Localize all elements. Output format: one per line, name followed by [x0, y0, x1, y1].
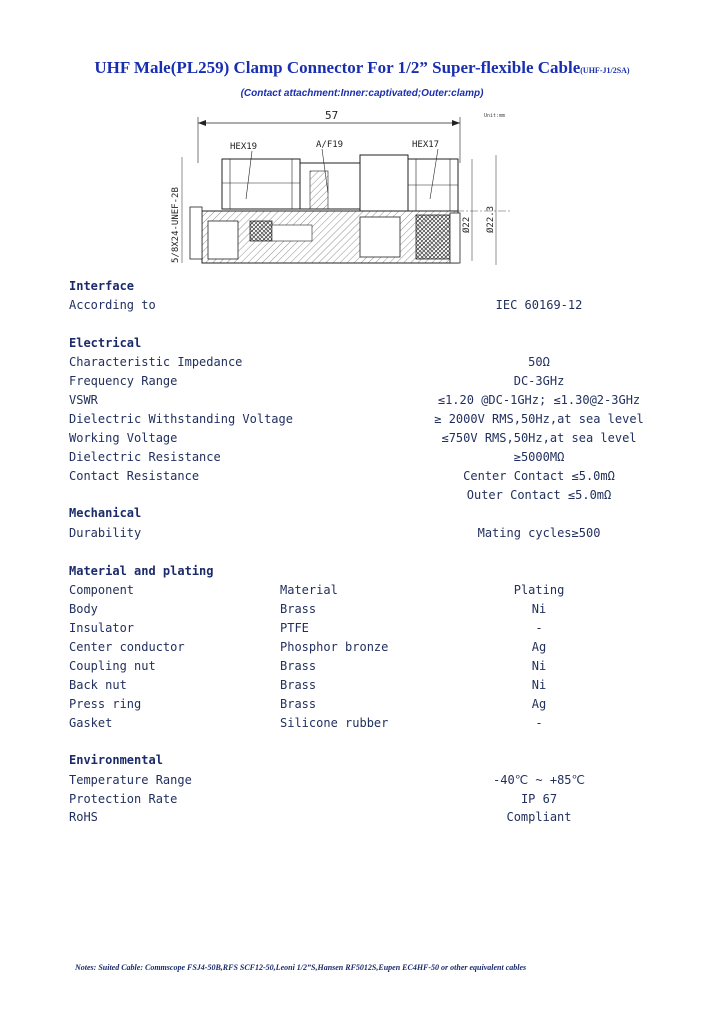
- connector-drawing: [160, 103, 520, 273]
- material-plating: Ni: [531, 602, 547, 616]
- page-title: [0, 58, 724, 78]
- spec-label: Temperature Range: [69, 773, 192, 787]
- material-row: [69, 697, 669, 715]
- material-plating: Ag: [531, 697, 547, 711]
- diameter-small: Ø22: [462, 216, 472, 233]
- spec-row: [69, 810, 669, 828]
- material-row: [69, 640, 669, 658]
- material-row: [69, 583, 669, 601]
- spec-value: 50Ω: [528, 355, 550, 369]
- spec-row: [69, 431, 669, 449]
- material-name: Brass: [280, 659, 317, 673]
- spec-value: ≤750V RMS,50Hz,at sea level: [441, 431, 637, 445]
- spec-row: [69, 469, 669, 487]
- material-plating: Ag: [531, 640, 547, 654]
- material-name: PTFE: [280, 621, 309, 635]
- material-row: [69, 659, 669, 677]
- length-dimension: 57: [325, 109, 339, 122]
- material-row: [69, 678, 669, 696]
- material-component: Coupling nut: [69, 659, 156, 673]
- spec-label: Characteristic Impedance: [69, 355, 243, 369]
- spec-value: Mating cycles≥500: [477, 526, 601, 540]
- material-plating: Ni: [531, 659, 547, 673]
- material-name: Brass: [280, 697, 317, 711]
- page-subtitle: (Contact attachment:Inner:captivated;Outer:clamp): [240, 88, 484, 99]
- material-name: Phosphor bronze: [280, 640, 389, 654]
- material-plating: -: [535, 621, 543, 635]
- material-component: Body: [69, 602, 98, 616]
- footnote: Notes: Suited Cable: Commscope FSJ4-50B,RFS SCF12-50,Leoni 1/2”S,Hansen RF5012S,Eupen EC4HF-50 or other equivalent cables: [75, 963, 527, 972]
- spec-row: [69, 488, 669, 506]
- spec-value: IEC 60169-12: [495, 298, 583, 312]
- material-plating: Plating: [513, 583, 565, 597]
- material-component: Back nut: [69, 678, 127, 692]
- thread-label: 5/8X24-UNEF-2B: [171, 187, 181, 263]
- spec-label: Durability: [69, 526, 142, 540]
- spec-label: Dielectric Resistance: [69, 450, 221, 464]
- material-component: Press ring: [69, 697, 142, 711]
- spec-label: Working Voltage: [69, 431, 178, 445]
- material-plating: Ni: [531, 678, 547, 692]
- spec-value: -40℃ ~ +85℃: [493, 773, 585, 787]
- spec-label: Protection Rate: [69, 792, 178, 806]
- spec-row: [69, 393, 669, 411]
- material-component: Gasket: [69, 716, 113, 730]
- spec-label: VSWR: [69, 393, 98, 407]
- material-name: Brass: [280, 602, 317, 616]
- material-component: Component: [69, 583, 135, 597]
- spec-row: [69, 792, 669, 810]
- spec-value: ≥ 2000V RMS,50Hz,at sea level: [434, 412, 644, 426]
- spec-value: Compliant: [506, 810, 572, 824]
- spec-row: [69, 355, 669, 373]
- section-electrical-title: Electrical: [69, 336, 142, 350]
- model-code: (UHF-J1/2SA): [580, 66, 630, 75]
- spec-value: DC-3GHz: [513, 374, 565, 388]
- title-main: UHF Male(PL259) Clamp Connector For 1/2” Super-flexible Cable: [94, 58, 581, 77]
- material-name: Silicone rubber: [280, 716, 389, 730]
- spec-value: Center Contact ≤5.0mΩ: [463, 469, 615, 483]
- spec-row: [69, 374, 669, 392]
- hex-left-label: HEX19: [230, 142, 258, 152]
- spec-row: [69, 412, 669, 430]
- hex-right-label: HEX17: [412, 140, 440, 150]
- hex-mid-label: A/F19: [316, 140, 344, 150]
- spec-row: [69, 526, 669, 544]
- section-mechanical-title: Mechanical: [69, 506, 142, 520]
- spec-value: ≥5000MΩ: [513, 450, 565, 464]
- material-component: Insulator: [69, 621, 135, 635]
- material-row: [69, 621, 669, 639]
- section-environmental-title: Environmental: [69, 753, 163, 767]
- material-name: Material: [280, 583, 338, 597]
- spec-label: RoHS: [69, 810, 98, 824]
- material-component: Center conductor: [69, 640, 185, 654]
- material-row: [69, 716, 669, 734]
- spec-label: Dielectric Withstanding Voltage: [69, 412, 293, 426]
- spec-value: IP 67: [520, 792, 558, 806]
- section-interface-title: Interface: [69, 279, 135, 293]
- spec-value: ≤1.20 @DC-1GHz; ≤1.30@2-3GHz: [437, 393, 641, 407]
- spec-row: [69, 450, 669, 468]
- material-row: [69, 602, 669, 620]
- spec-row: [69, 298, 669, 316]
- spec-row: [69, 773, 669, 791]
- material-plating: -: [535, 716, 543, 730]
- spec-value: Outer Contact ≤5.0mΩ: [466, 488, 612, 502]
- material-name: Brass: [280, 678, 317, 692]
- section-material-title: Material and plating: [69, 564, 214, 578]
- spec-label: Frequency Range: [69, 374, 178, 388]
- unit-note: Unit:mm: [484, 113, 506, 119]
- spec-label: According to: [69, 298, 156, 312]
- spec-label: Contact Resistance: [69, 469, 200, 483]
- diameter-large: Ø22.3: [486, 205, 496, 233]
